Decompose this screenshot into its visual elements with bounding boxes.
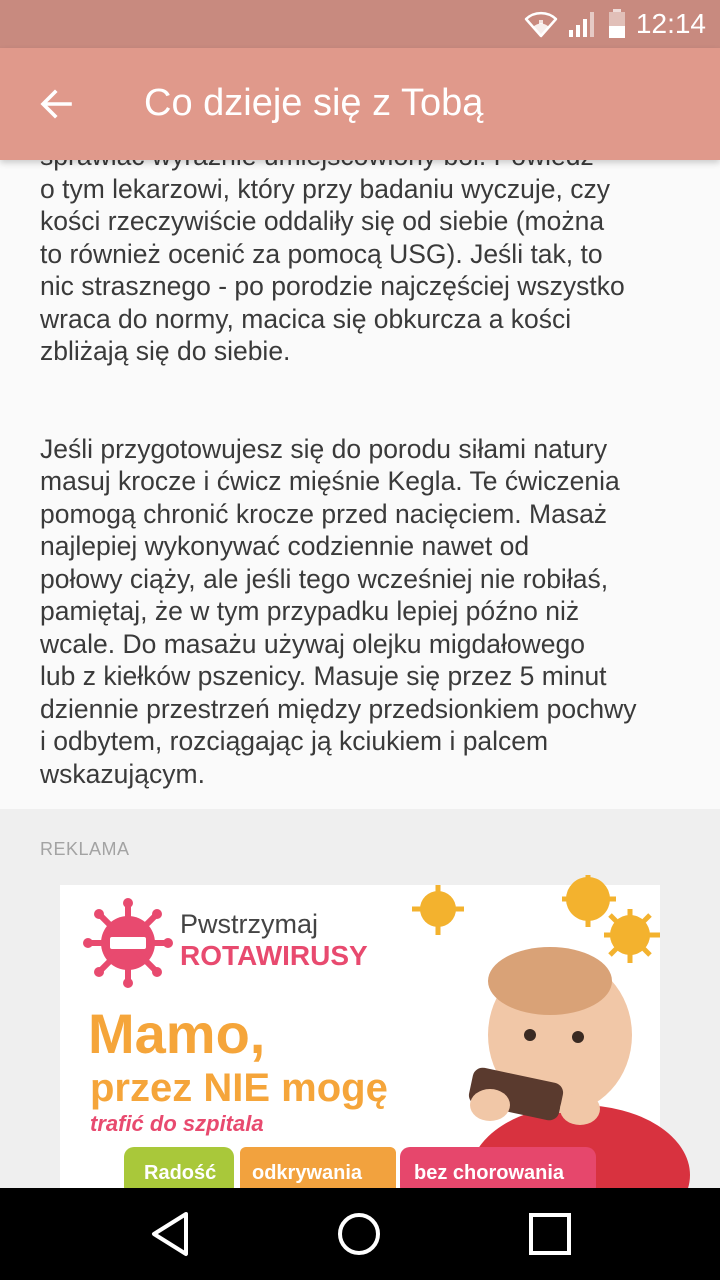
nav-recents-icon: [518, 1202, 582, 1266]
paragraph-gap: [40, 368, 690, 433]
text-line: masuj krocze i ćwicz mięśnie Kegla. Te ćwiczenia: [40, 466, 620, 496]
text-line: lub z kiełków pszenicy. Masuje się przez 5 minut: [40, 661, 607, 691]
ad-pill-2: odkrywania: [252, 1162, 363, 1184]
ad-headline1: Mamo,: [88, 1002, 266, 1065]
status-icons: [524, 0, 706, 48]
ad-section: [0, 809, 720, 1209]
nav-home-icon: [327, 1202, 391, 1266]
text-line: to również ocenić za pomocą USG). Jeśli tak, to: [40, 238, 603, 269]
ad-banner[interactable]: [60, 885, 660, 1215]
article-paragraph-2: [40, 433, 690, 791]
nav-recents-button[interactable]: [518, 1202, 582, 1266]
text-line: pomogą chronić krocze przed nacięciem. Masaż: [40, 498, 608, 529]
text-line: pamiętaj, że w tym przypadku lepiej późno niż: [40, 596, 580, 626]
ad-brand-line1: Pwstrzymaj: [180, 909, 319, 939]
ad-subline: trafić do szpitala: [90, 1111, 264, 1136]
status-clock: 12:14: [635, 8, 706, 39]
page-title: Co dzieje się z Tobą: [144, 82, 484, 124]
ad-pill-3: bez chorowania: [414, 1162, 565, 1184]
text-line: dziennie przestrzeń między przedsionkiem pochwy: [40, 693, 637, 724]
battery-icon: [608, 9, 626, 39]
article-text: [40, 140, 690, 790]
text-line: wraca do normy, macica się obkurcza a kości: [40, 303, 572, 334]
text-line: o tym lekarzowi, który przy badaniu wyczuje, czy: [40, 173, 610, 204]
content-scroll[interactable]: [0, 160, 720, 1188]
wifi-icon: [524, 10, 558, 38]
nav-home-button[interactable]: [327, 1202, 391, 1266]
back-button[interactable]: [32, 80, 80, 128]
text-line: zbliżają się do siebie.: [40, 336, 291, 366]
app-bar: [0, 48, 720, 160]
text-line: kości rzeczywiście oddaliły się od siebie (można: [40, 206, 605, 236]
status-bar: [0, 0, 720, 48]
nav-back-icon: [138, 1202, 202, 1266]
text-line: Jeśli przygotowujesz się do porodu siłami natury: [40, 433, 608, 464]
rotavirus-logo-icon: [83, 898, 173, 988]
text-line: wskazującym.: [40, 758, 205, 789]
ad-label: REKLAMA: [40, 839, 130, 859]
text-line: wcale. Do masażu używaj olejku migdałowego: [40, 628, 585, 659]
ad-brand-line2: ROTAWIRUSY: [180, 940, 368, 971]
system-nav-bar: [0, 1188, 720, 1280]
ad-banner-graphic: [60, 885, 660, 1215]
text-line: najlepiej wykonywać codziennie nawet od: [40, 531, 530, 561]
text-line: i odbytem, rozciągając ją kciukiem i palcem: [40, 726, 549, 756]
arrow-back-icon: [38, 86, 74, 122]
text-line: połowy ciąży, ale jeśli tego wcześniej nie robiłaś,: [40, 563, 609, 594]
nav-back-button[interactable]: [138, 1202, 202, 1266]
signal-icon: [568, 10, 598, 38]
ad-headline2: przez NIE mogę: [90, 1066, 388, 1110]
article-paragraph-1: [40, 140, 690, 368]
text-line: nic strasznego - po porodzie najczęściej wszystko: [40, 271, 625, 301]
ad-pill-1: Radość: [144, 1162, 217, 1184]
